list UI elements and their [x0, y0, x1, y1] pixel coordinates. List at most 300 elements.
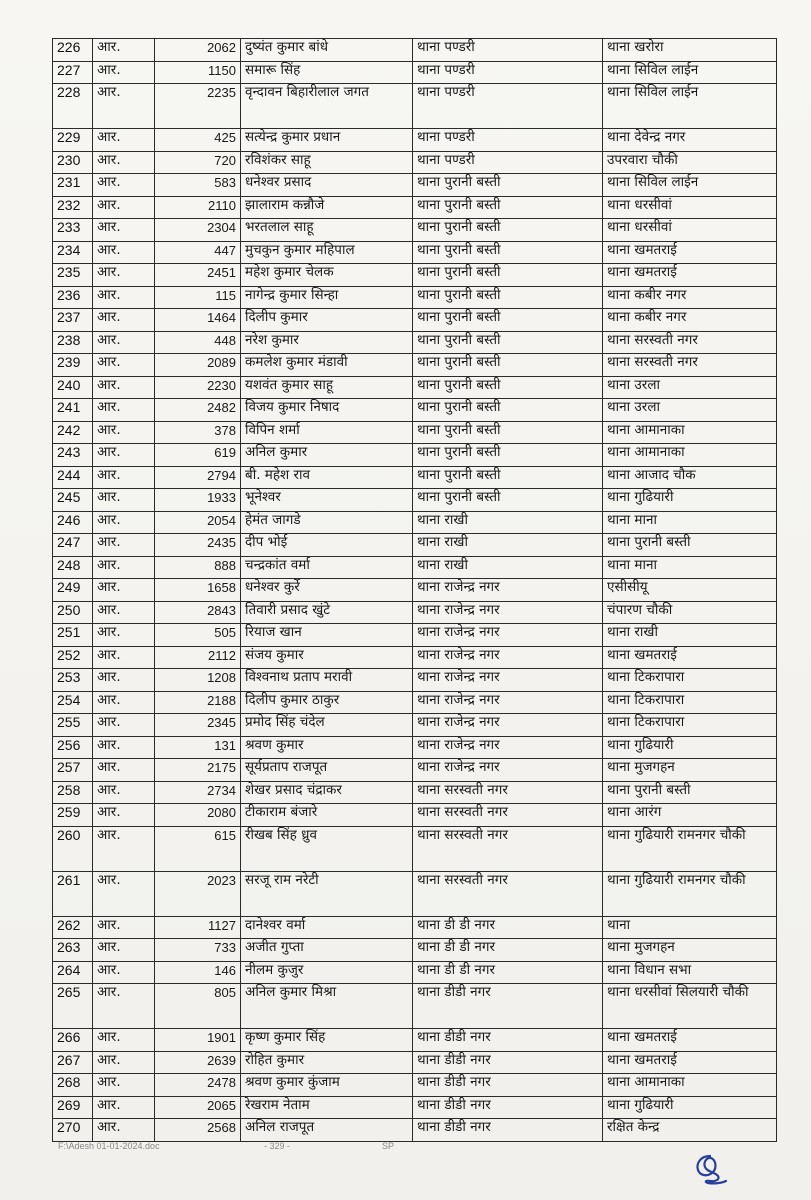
posted-from-cell: थाना राजेन्द्र नगर: [413, 669, 603, 692]
rank-cell: आर.: [93, 489, 155, 512]
badge-number-cell: 505: [155, 624, 241, 647]
posted-to-cell: थाना सिविल लाईन: [603, 84, 777, 129]
posted-to-cell: थाना धरसीवां: [603, 219, 777, 242]
table-row: [53, 1029, 777, 1052]
rank-cell: आर.: [93, 264, 155, 287]
rank-cell: आर.: [93, 399, 155, 422]
table-row: [53, 1074, 777, 1097]
officer-name-cell: मुचकुन कुमार महिपाल: [241, 241, 413, 264]
serial-number-cell: 268: [53, 1074, 93, 1097]
rank-cell: आर.: [93, 354, 155, 377]
serial-number-cell: 245: [53, 489, 93, 512]
rank-cell: आर.: [93, 219, 155, 242]
rank-cell: आर.: [93, 556, 155, 579]
posted-to-cell: थाना सिविल लाईन: [603, 61, 777, 84]
posted-from-cell: थाना पण्डरी: [413, 129, 603, 152]
footer-page-number: - 329 -: [264, 1141, 291, 1151]
badge-number-cell: 146: [155, 961, 241, 984]
badge-number-cell: 2175: [155, 759, 241, 782]
badge-number-cell: 425: [155, 129, 241, 152]
badge-number-cell: 2345: [155, 714, 241, 737]
table-row: [53, 219, 777, 242]
serial-number-cell: 230: [53, 151, 93, 174]
posted-from-cell: थाना पुरानी बस्ती: [413, 399, 603, 422]
posted-from-cell: थाना राजेन्द्र नगर: [413, 691, 603, 714]
posted-from-cell: थाना डीडी नगर: [413, 1119, 603, 1142]
officer-name-cell: अनिल कुमार: [241, 444, 413, 467]
officer-name-cell: वृन्दावन बिहारीलाल जगत: [241, 84, 413, 129]
table-row: [53, 286, 777, 309]
badge-number-cell: 2023: [155, 871, 241, 916]
rank-cell: आर.: [93, 736, 155, 759]
posted-from-cell: थाना पण्डरी: [413, 61, 603, 84]
serial-number-cell: 243: [53, 444, 93, 467]
officer-name-cell: श्रवण कुमार: [241, 736, 413, 759]
posted-to-cell: थाना पुरानी बस्ती: [603, 534, 777, 557]
table-row: [53, 916, 777, 939]
officer-name-cell: दिलीप कुमार: [241, 309, 413, 332]
officer-name-cell: विजय कुमार निषाद: [241, 399, 413, 422]
posted-from-cell: थाना पुरानी बस्ती: [413, 264, 603, 287]
officer-name-cell: रविशंकर साहू: [241, 151, 413, 174]
table-row: [53, 39, 777, 62]
posted-to-cell: थाना खमतराई: [603, 241, 777, 264]
posted-to-cell: थाना आरंग: [603, 804, 777, 827]
table-row: [53, 399, 777, 422]
officer-name-cell: धनेश्वर कुर्रे: [241, 579, 413, 602]
badge-number-cell: 2639: [155, 1051, 241, 1074]
rank-cell: आर.: [93, 1074, 155, 1097]
serial-number-cell: 262: [53, 916, 93, 939]
rank-cell: आर.: [93, 129, 155, 152]
officer-name-cell: टीकाराम बंजारे: [241, 804, 413, 827]
badge-number-cell: 2451: [155, 264, 241, 287]
officer-name-cell: अजीत गुप्ता: [241, 939, 413, 962]
posted-from-cell: थाना पुरानी बस्ती: [413, 489, 603, 512]
officer-name-cell: झालाराम कन्नौजे: [241, 196, 413, 219]
posted-to-cell: थाना सिविल लाईन: [603, 174, 777, 197]
serial-number-cell: 261: [53, 871, 93, 916]
posted-to-cell: एसीसीयू: [603, 579, 777, 602]
table-row: [53, 646, 777, 669]
officer-name-cell: नागेन्द्र कुमार सिन्हा: [241, 286, 413, 309]
posted-from-cell: थाना डीडी नगर: [413, 984, 603, 1029]
posted-to-cell: थाना आमानाका: [603, 1074, 777, 1097]
table-row: [53, 804, 777, 827]
rank-cell: आर.: [93, 151, 155, 174]
officer-name-cell: नीलम कुजुर: [241, 961, 413, 984]
posted-from-cell: थाना राजेन्द्र नगर: [413, 759, 603, 782]
serial-number-cell: 247: [53, 534, 93, 557]
serial-number-cell: 244: [53, 466, 93, 489]
rank-cell: आर.: [93, 579, 155, 602]
badge-number-cell: 720: [155, 151, 241, 174]
posted-from-cell: थाना पुरानी बस्ती: [413, 196, 603, 219]
rank-cell: आर.: [93, 309, 155, 332]
rank-cell: आर.: [93, 466, 155, 489]
transfer-table: [52, 38, 777, 1142]
serial-number-cell: 252: [53, 646, 93, 669]
serial-number-cell: 250: [53, 601, 93, 624]
officer-name-cell: प्रमोद सिंह चंदेल: [241, 714, 413, 737]
posted-to-cell: थाना सरस्वती नगर: [603, 354, 777, 377]
badge-number-cell: 131: [155, 736, 241, 759]
posted-to-cell: थाना माना: [603, 511, 777, 534]
officer-name-cell: दुष्यंत कुमार बांधे: [241, 39, 413, 62]
rank-cell: आर.: [93, 961, 155, 984]
posted-to-cell: थाना देवेन्द्र नगर: [603, 129, 777, 152]
table-row: [53, 556, 777, 579]
rank-cell: आर.: [93, 601, 155, 624]
table-row: [53, 691, 777, 714]
serial-number-cell: 228: [53, 84, 93, 129]
footer-file-path: F:\Adesh 01-01-2024.doc: [58, 1141, 160, 1151]
posted-from-cell: थाना डीडी नगर: [413, 1051, 603, 1074]
signature-stroke: [698, 1156, 727, 1183]
posted-from-cell: थाना डी डी नगर: [413, 961, 603, 984]
table-row: [53, 984, 777, 1029]
posted-from-cell: थाना पण्डरी: [413, 39, 603, 62]
serial-number-cell: 263: [53, 939, 93, 962]
rank-cell: आर.: [93, 174, 155, 197]
posted-to-cell: थाना सरस्वती नगर: [603, 331, 777, 354]
posted-to-cell: थाना पुरानी बस्ती: [603, 781, 777, 804]
table-row: [53, 376, 777, 399]
rank-cell: आर.: [93, 871, 155, 916]
rank-cell: आर.: [93, 331, 155, 354]
posted-from-cell: थाना पण्डरी: [413, 151, 603, 174]
rank-cell: आर.: [93, 624, 155, 647]
rank-cell: आर.: [93, 714, 155, 737]
table-row: [53, 174, 777, 197]
serial-number-cell: 238: [53, 331, 93, 354]
posted-to-cell: थाना खमतराई: [603, 264, 777, 287]
badge-number-cell: 2482: [155, 399, 241, 422]
table-row: [53, 826, 777, 871]
posted-from-cell: थाना राखी: [413, 511, 603, 534]
rank-cell: आर.: [93, 444, 155, 467]
officer-name-cell: सूर्यप्रताप राजपूत: [241, 759, 413, 782]
table-row: [53, 84, 777, 129]
table-row: [53, 669, 777, 692]
posted-from-cell: थाना राजेन्द्र नगर: [413, 579, 603, 602]
table-row: [53, 1119, 777, 1142]
table-row: [53, 534, 777, 557]
rank-cell: आर.: [93, 376, 155, 399]
rank-cell: आर.: [93, 241, 155, 264]
badge-number-cell: 2568: [155, 1119, 241, 1142]
officer-name-cell: हेमंत जागडे: [241, 511, 413, 534]
posted-to-cell: थाना: [603, 916, 777, 939]
table-row: [53, 871, 777, 916]
serial-number-cell: 237: [53, 309, 93, 332]
rank-cell: आर.: [93, 1051, 155, 1074]
rank-cell: आर.: [93, 286, 155, 309]
officer-name-cell: यशवंत कुमार साहू: [241, 376, 413, 399]
signature-mark: [690, 1150, 730, 1186]
posted-to-cell: थाना टिकरापारा: [603, 714, 777, 737]
rank-cell: आर.: [93, 781, 155, 804]
badge-number-cell: 619: [155, 444, 241, 467]
posted-to-cell: थाना उरला: [603, 376, 777, 399]
posted-to-cell: थाना आमानाका: [603, 444, 777, 467]
table-row: [53, 1096, 777, 1119]
serial-number-cell: 253: [53, 669, 93, 692]
officer-name-cell: भरतलाल साहू: [241, 219, 413, 242]
serial-number-cell: 248: [53, 556, 93, 579]
officer-name-cell: रीखब सिंह ध्रुव: [241, 826, 413, 871]
posted-to-cell: थाना गुढियारी रामनगर चौकी: [603, 871, 777, 916]
table-row: [53, 309, 777, 332]
serial-number-cell: 265: [53, 984, 93, 1029]
rank-cell: आर.: [93, 511, 155, 534]
rank-cell: आर.: [93, 39, 155, 62]
footer-initials: SP: [382, 1141, 395, 1151]
officer-name-cell: अनिल राजपूत: [241, 1119, 413, 1142]
posted-from-cell: थाना पुरानी बस्ती: [413, 331, 603, 354]
table-row: [53, 714, 777, 737]
table-row: [53, 624, 777, 647]
posted-to-cell: थाना टिकरापारा: [603, 691, 777, 714]
table-row: [53, 61, 777, 84]
badge-number-cell: 1901: [155, 1029, 241, 1052]
officer-name-cell: विश्वनाथ प्रताप मरावी: [241, 669, 413, 692]
badge-number-cell: 2435: [155, 534, 241, 557]
posted-from-cell: थाना डीडी नगर: [413, 1096, 603, 1119]
posted-from-cell: थाना पुरानी बस्ती: [413, 376, 603, 399]
posted-from-cell: थाना पुरानी बस्ती: [413, 219, 603, 242]
rank-cell: आर.: [93, 421, 155, 444]
serial-number-cell: 267: [53, 1051, 93, 1074]
serial-number-cell: 260: [53, 826, 93, 871]
serial-number-cell: 258: [53, 781, 93, 804]
serial-number-cell: 240: [53, 376, 93, 399]
badge-number-cell: 2065: [155, 1096, 241, 1119]
badge-number-cell: 1150: [155, 61, 241, 84]
officer-name-cell: भूनेश्वर: [241, 489, 413, 512]
serial-number-cell: 251: [53, 624, 93, 647]
posted-to-cell: थाना कबीर नगर: [603, 309, 777, 332]
posted-from-cell: थाना राखी: [413, 534, 603, 557]
officer-name-cell: कमलेश कुमार मंडावी: [241, 354, 413, 377]
serial-number-cell: 246: [53, 511, 93, 534]
table-row: [53, 489, 777, 512]
rank-cell: आर.: [93, 669, 155, 692]
serial-number-cell: 227: [53, 61, 93, 84]
serial-number-cell: 231: [53, 174, 93, 197]
rank-cell: आर.: [93, 1119, 155, 1142]
serial-number-cell: 239: [53, 354, 93, 377]
rank-cell: आर.: [93, 939, 155, 962]
posted-from-cell: थाना डी डी नगर: [413, 939, 603, 962]
posted-to-cell: थाना टिकरापारा: [603, 669, 777, 692]
badge-number-cell: 1933: [155, 489, 241, 512]
officer-name-cell: सरजू राम नरेटी: [241, 871, 413, 916]
table-row: [53, 421, 777, 444]
table-row: [53, 759, 777, 782]
officer-name-cell: तिवारी प्रसाद खुंटे: [241, 601, 413, 624]
badge-number-cell: 1658: [155, 579, 241, 602]
posted-to-cell: थाना आजाद चौक: [603, 466, 777, 489]
serial-number-cell: 269: [53, 1096, 93, 1119]
posted-from-cell: थाना पण्डरी: [413, 84, 603, 129]
badge-number-cell: 888: [155, 556, 241, 579]
table-row: [53, 151, 777, 174]
table-row: [53, 601, 777, 624]
table-row: [53, 466, 777, 489]
table-row: [53, 961, 777, 984]
serial-number-cell: 257: [53, 759, 93, 782]
posted-to-cell: थाना खमतराई: [603, 1029, 777, 1052]
posted-from-cell: थाना राजेन्द्र नगर: [413, 646, 603, 669]
posted-from-cell: थाना डीडी नगर: [413, 1074, 603, 1097]
rank-cell: आर.: [93, 826, 155, 871]
posted-to-cell: थाना गुढियारी रामनगर चौकी: [603, 826, 777, 871]
serial-number-cell: 270: [53, 1119, 93, 1142]
serial-number-cell: 255: [53, 714, 93, 737]
posted-from-cell: थाना पुरानी बस्ती: [413, 286, 603, 309]
posted-from-cell: थाना पुरानी बस्ती: [413, 466, 603, 489]
badge-number-cell: 448: [155, 331, 241, 354]
badge-number-cell: 2054: [155, 511, 241, 534]
serial-number-cell: 234: [53, 241, 93, 264]
officer-name-cell: श्रवण कुमार कुंजाम: [241, 1074, 413, 1097]
badge-number-cell: 2478: [155, 1074, 241, 1097]
officer-name-cell: संजय कुमार: [241, 646, 413, 669]
posted-to-cell: थाना मुजगहन: [603, 759, 777, 782]
posted-to-cell: थाना माना: [603, 556, 777, 579]
badge-number-cell: 2843: [155, 601, 241, 624]
serial-number-cell: 226: [53, 39, 93, 62]
posted-from-cell: थाना राखी: [413, 556, 603, 579]
badge-number-cell: 378: [155, 421, 241, 444]
badge-number-cell: 615: [155, 826, 241, 871]
posted-to-cell: थाना मुजगहन: [603, 939, 777, 962]
posted-to-cell: थाना गुढियारी: [603, 1096, 777, 1119]
serial-number-cell: 259: [53, 804, 93, 827]
serial-number-cell: 249: [53, 579, 93, 602]
posted-to-cell: थाना खमतराई: [603, 1051, 777, 1074]
posted-from-cell: थाना पुरानी बस्ती: [413, 174, 603, 197]
rank-cell: आर.: [93, 984, 155, 1029]
badge-number-cell: 2089: [155, 354, 241, 377]
table-row: [53, 736, 777, 759]
officer-name-cell: बी. महेश राव: [241, 466, 413, 489]
posted-to-cell: थाना उरला: [603, 399, 777, 422]
officer-name-cell: नरेश कुमार: [241, 331, 413, 354]
posted-from-cell: थाना सरस्वती नगर: [413, 804, 603, 827]
table-row: [53, 781, 777, 804]
badge-number-cell: 1208: [155, 669, 241, 692]
serial-number-cell: 229: [53, 129, 93, 152]
rank-cell: आर.: [93, 646, 155, 669]
table-row: [53, 354, 777, 377]
posted-to-cell: चंपारण चौकी: [603, 601, 777, 624]
rank-cell: आर.: [93, 1096, 155, 1119]
officer-name-cell: धनेश्वर प्रसाद: [241, 174, 413, 197]
badge-number-cell: 2112: [155, 646, 241, 669]
serial-number-cell: 254: [53, 691, 93, 714]
table-row: [53, 1051, 777, 1074]
posted-to-cell: थाना कबीर नगर: [603, 286, 777, 309]
badge-number-cell: 583: [155, 174, 241, 197]
posted-to-cell: उपरवारा चौकी: [603, 151, 777, 174]
officer-name-cell: दिलीप कुमार ठाकुर: [241, 691, 413, 714]
serial-number-cell: 264: [53, 961, 93, 984]
officer-name-cell: सत्येन्द्र कुमार प्रधान: [241, 129, 413, 152]
posted-from-cell: थाना राजेन्द्र नगर: [413, 736, 603, 759]
rank-cell: आर.: [93, 759, 155, 782]
posted-to-cell: थाना विधान सभा: [603, 961, 777, 984]
badge-number-cell: 2080: [155, 804, 241, 827]
officer-name-cell: समारू सिंह: [241, 61, 413, 84]
posted-from-cell: थाना पुरानी बस्ती: [413, 444, 603, 467]
posted-to-cell: थाना आमानाका: [603, 421, 777, 444]
posted-from-cell: थाना डीडी नगर: [413, 1029, 603, 1052]
page-footer: [58, 1141, 758, 1157]
officer-name-cell: चन्द्रकांत वर्मा: [241, 556, 413, 579]
transfer-table-body: [53, 39, 777, 1142]
badge-number-cell: 2188: [155, 691, 241, 714]
posted-from-cell: थाना सरस्वती नगर: [413, 871, 603, 916]
badge-number-cell: 2110: [155, 196, 241, 219]
badge-number-cell: 115: [155, 286, 241, 309]
posted-from-cell: थाना राजेन्द्र नगर: [413, 601, 603, 624]
badge-number-cell: 2230: [155, 376, 241, 399]
posted-to-cell: रक्षित केन्द्र: [603, 1119, 777, 1142]
badge-number-cell: 1464: [155, 309, 241, 332]
posted-to-cell: थाना खरोरा: [603, 39, 777, 62]
badge-number-cell: 1127: [155, 916, 241, 939]
officer-name-cell: रोहित कुमार: [241, 1051, 413, 1074]
badge-number-cell: 2235: [155, 84, 241, 129]
officer-name-cell: कृष्ण कुमार सिंह: [241, 1029, 413, 1052]
officer-name-cell: दानेश्वर वर्मा: [241, 916, 413, 939]
officer-name-cell: दीप भोई: [241, 534, 413, 557]
officer-name-cell: विपिन शर्मा: [241, 421, 413, 444]
serial-number-cell: 236: [53, 286, 93, 309]
table-row: [53, 331, 777, 354]
rank-cell: आर.: [93, 84, 155, 129]
posted-to-cell: थाना धरसीवां: [603, 196, 777, 219]
officer-name-cell: रियाज खान: [241, 624, 413, 647]
table-row: [53, 579, 777, 602]
posted-from-cell: थाना पुरानी बस्ती: [413, 421, 603, 444]
rank-cell: आर.: [93, 691, 155, 714]
table-row: [53, 511, 777, 534]
table-row: [53, 129, 777, 152]
posted-from-cell: थाना पुरानी बस्ती: [413, 309, 603, 332]
serial-number-cell: 235: [53, 264, 93, 287]
posted-from-cell: थाना राजेन्द्र नगर: [413, 624, 603, 647]
posted-from-cell: थाना राजेन्द्र नगर: [413, 714, 603, 737]
serial-number-cell: 242: [53, 421, 93, 444]
badge-number-cell: 2304: [155, 219, 241, 242]
posted-from-cell: थाना पुरानी बस्ती: [413, 354, 603, 377]
serial-number-cell: 241: [53, 399, 93, 422]
officer-name-cell: शेखर प्रसाद चंद्राकर: [241, 781, 413, 804]
posted-from-cell: थाना सरस्वती नगर: [413, 781, 603, 804]
serial-number-cell: 233: [53, 219, 93, 242]
rank-cell: आर.: [93, 534, 155, 557]
rank-cell: आर.: [93, 916, 155, 939]
rank-cell: आर.: [93, 196, 155, 219]
posted-to-cell: थाना गुढियारी: [603, 736, 777, 759]
badge-number-cell: 447: [155, 241, 241, 264]
badge-number-cell: 2734: [155, 781, 241, 804]
badge-number-cell: 2794: [155, 466, 241, 489]
rank-cell: आर.: [93, 1029, 155, 1052]
